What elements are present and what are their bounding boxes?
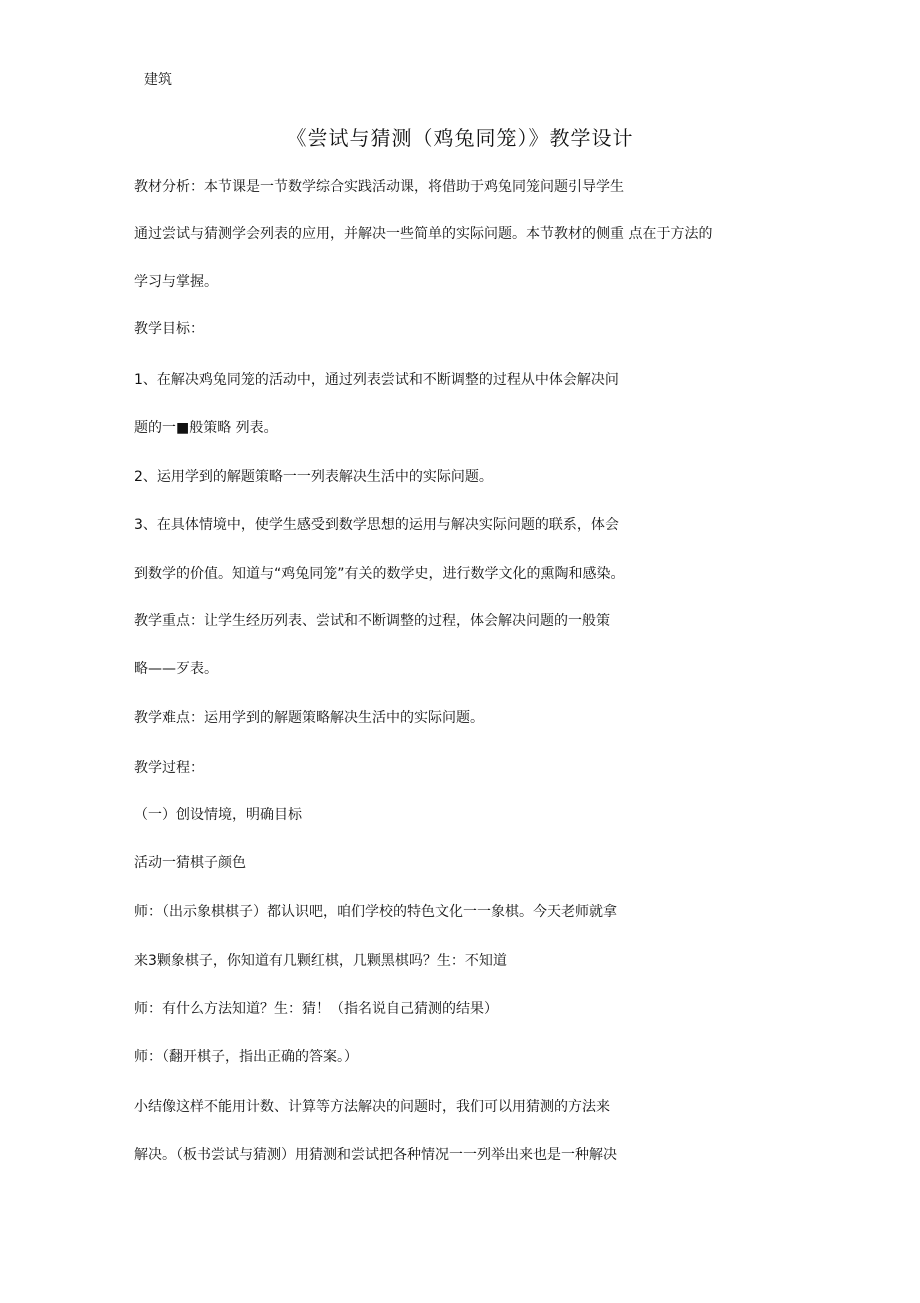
paragraph-line: 到数学的价值。知道与“鸡兔同笼”有关的数学史，进行数学文化的熏陶和感染。 xyxy=(134,566,625,582)
paragraph-line: 2、运用学到的解题策略一一列表解决生活中的实际问题。 xyxy=(134,469,493,485)
paragraph-line: 师：（翻开棋子，指出正确的答案。） xyxy=(134,1049,358,1065)
paragraph-line: 3、在具体情境中，使学生感受到数学思想的运用与解决实际问题的联系，体会 xyxy=(134,517,619,533)
header-tag: 建筑 xyxy=(144,72,172,88)
section-heading: （一）创设情境，明确目标 xyxy=(134,807,302,823)
document-title: 《尝试与猜测（鸡兔同笼）》教学设计 xyxy=(286,126,634,150)
section-heading: 教学过程： xyxy=(134,760,204,776)
paragraph-line: 教学重点：让学生经历列表、尝试和不断调整的过程，体会解决问题的一般策 xyxy=(134,613,610,629)
paragraph-line: 通过尝试与猜测学会列表的应用，并解决一些简单的实际问题。本节教材的侧重 点在于方法的 xyxy=(134,226,713,242)
paragraph-line: 题的一■般策略 列表。 xyxy=(134,420,278,436)
paragraph-line: 教学难点：运用学到的解题策略解决生活中的实际问题。 xyxy=(134,710,484,726)
paragraph-line: 活动一猜棋子颜色 xyxy=(134,855,246,871)
paragraph-line: 小结像这样不能用计数、计算等方法解决的问题时，我们可以用猜测的方法来 xyxy=(134,1099,610,1115)
section-heading: 教学目标： xyxy=(134,321,204,337)
paragraph-line: 教材分析：本节课是一节数学综合实践活动课，将借助于鸡兔同笼问题引导学生 xyxy=(134,179,624,195)
paragraph-line: 师：（出示象棋棋子）都认识吧，咱们学校的特色文化一一象棋。今天老师就拿 xyxy=(134,904,617,920)
paragraph-line: 师：有什么方法知道？生：猜！（指名说自己猜测的结果） xyxy=(134,1001,498,1017)
paragraph-line: 来3颗象棋子，你知道有几颗红棋，几颗黑棋吗？生：不知道 xyxy=(134,953,507,969)
paragraph-line: 1、在解决鸡兔同笼的活动中，通过列表尝试和不断调整的过程从中体会解决问 xyxy=(134,372,619,388)
paragraph-line: 学习与掌握。 xyxy=(134,274,218,290)
paragraph-line: 解决。（板书尝试与猜测）用猜测和尝试把各种情况一一列举出来也是一种解决 xyxy=(134,1147,617,1163)
paragraph-line: 略——歹表。 xyxy=(134,661,218,677)
